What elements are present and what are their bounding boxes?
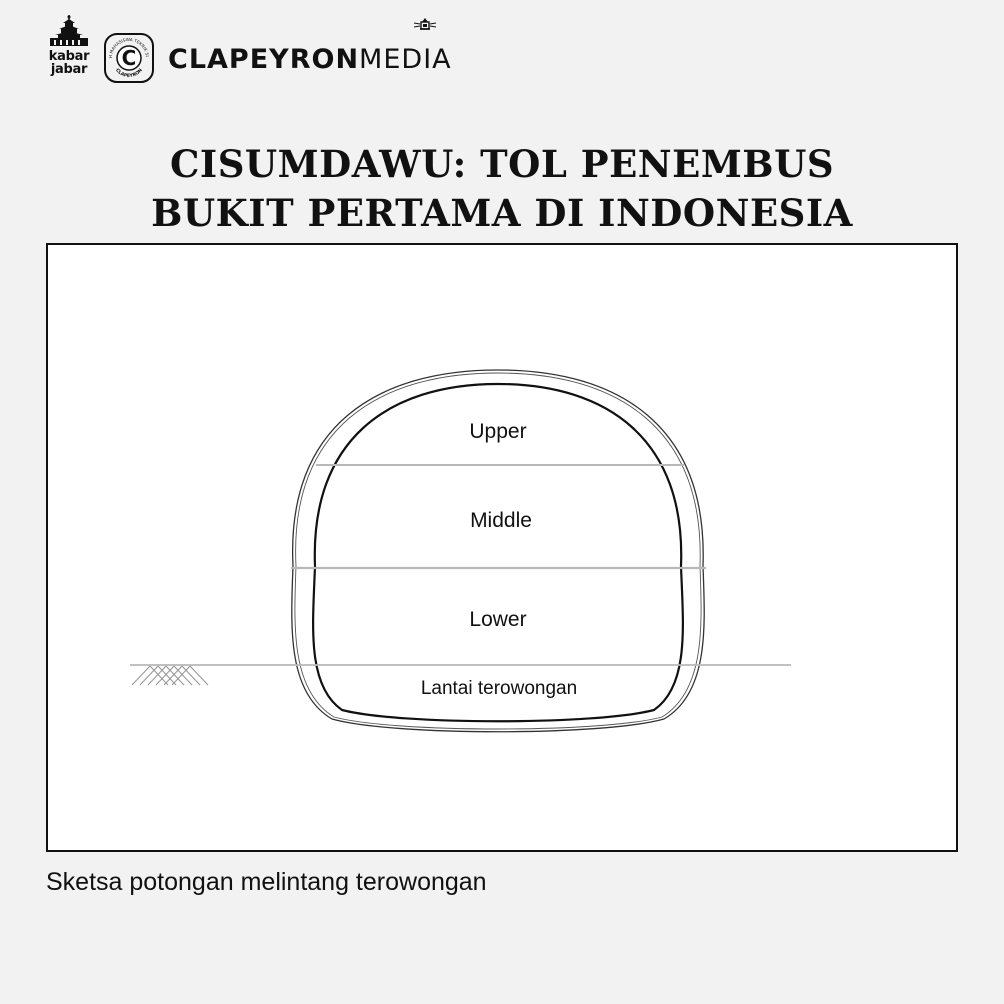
- clapeyron-emblem-icon: [104, 33, 154, 83]
- tunnel-floor-label: Lantai terowongan: [420, 678, 578, 699]
- brand-bold: CLAPEYRON: [168, 44, 360, 75]
- kabar-logo-line1: kabar: [48, 49, 90, 64]
- emblem-ring-top: H MAHASISWA TEKNIK SI: [107, 36, 150, 59]
- emblem-letter: C: [121, 46, 137, 70]
- kabar-logo-line2: jabar: [50, 62, 88, 77]
- title-line-1: CISUMDAWU: TOL PENEMBUS: [169, 142, 835, 186]
- figure-caption: Sketsa potongan melintang terowongan: [46, 868, 487, 896]
- diagram-frame: [46, 243, 958, 852]
- kabar-jabar-logo: [44, 14, 94, 84]
- gedung-sate-icon: [44, 14, 94, 50]
- tunnel-cross-section: [48, 245, 956, 850]
- title-line-2: BUKIT PERTAMA DI INDONESIA: [151, 191, 853, 235]
- section-middle-label: Middle: [470, 509, 532, 532]
- clapeyron-media-wordmark: [168, 40, 452, 80]
- section-upper-label: Upper: [469, 420, 527, 443]
- emblem-ring-bottom: CLAPEYRON: [114, 68, 144, 80]
- brand-light: MEDIA: [359, 44, 452, 75]
- ground-hatch-icon: [132, 666, 208, 685]
- page-title: [40, 140, 964, 238]
- section-lower-label: Lower: [469, 608, 527, 631]
